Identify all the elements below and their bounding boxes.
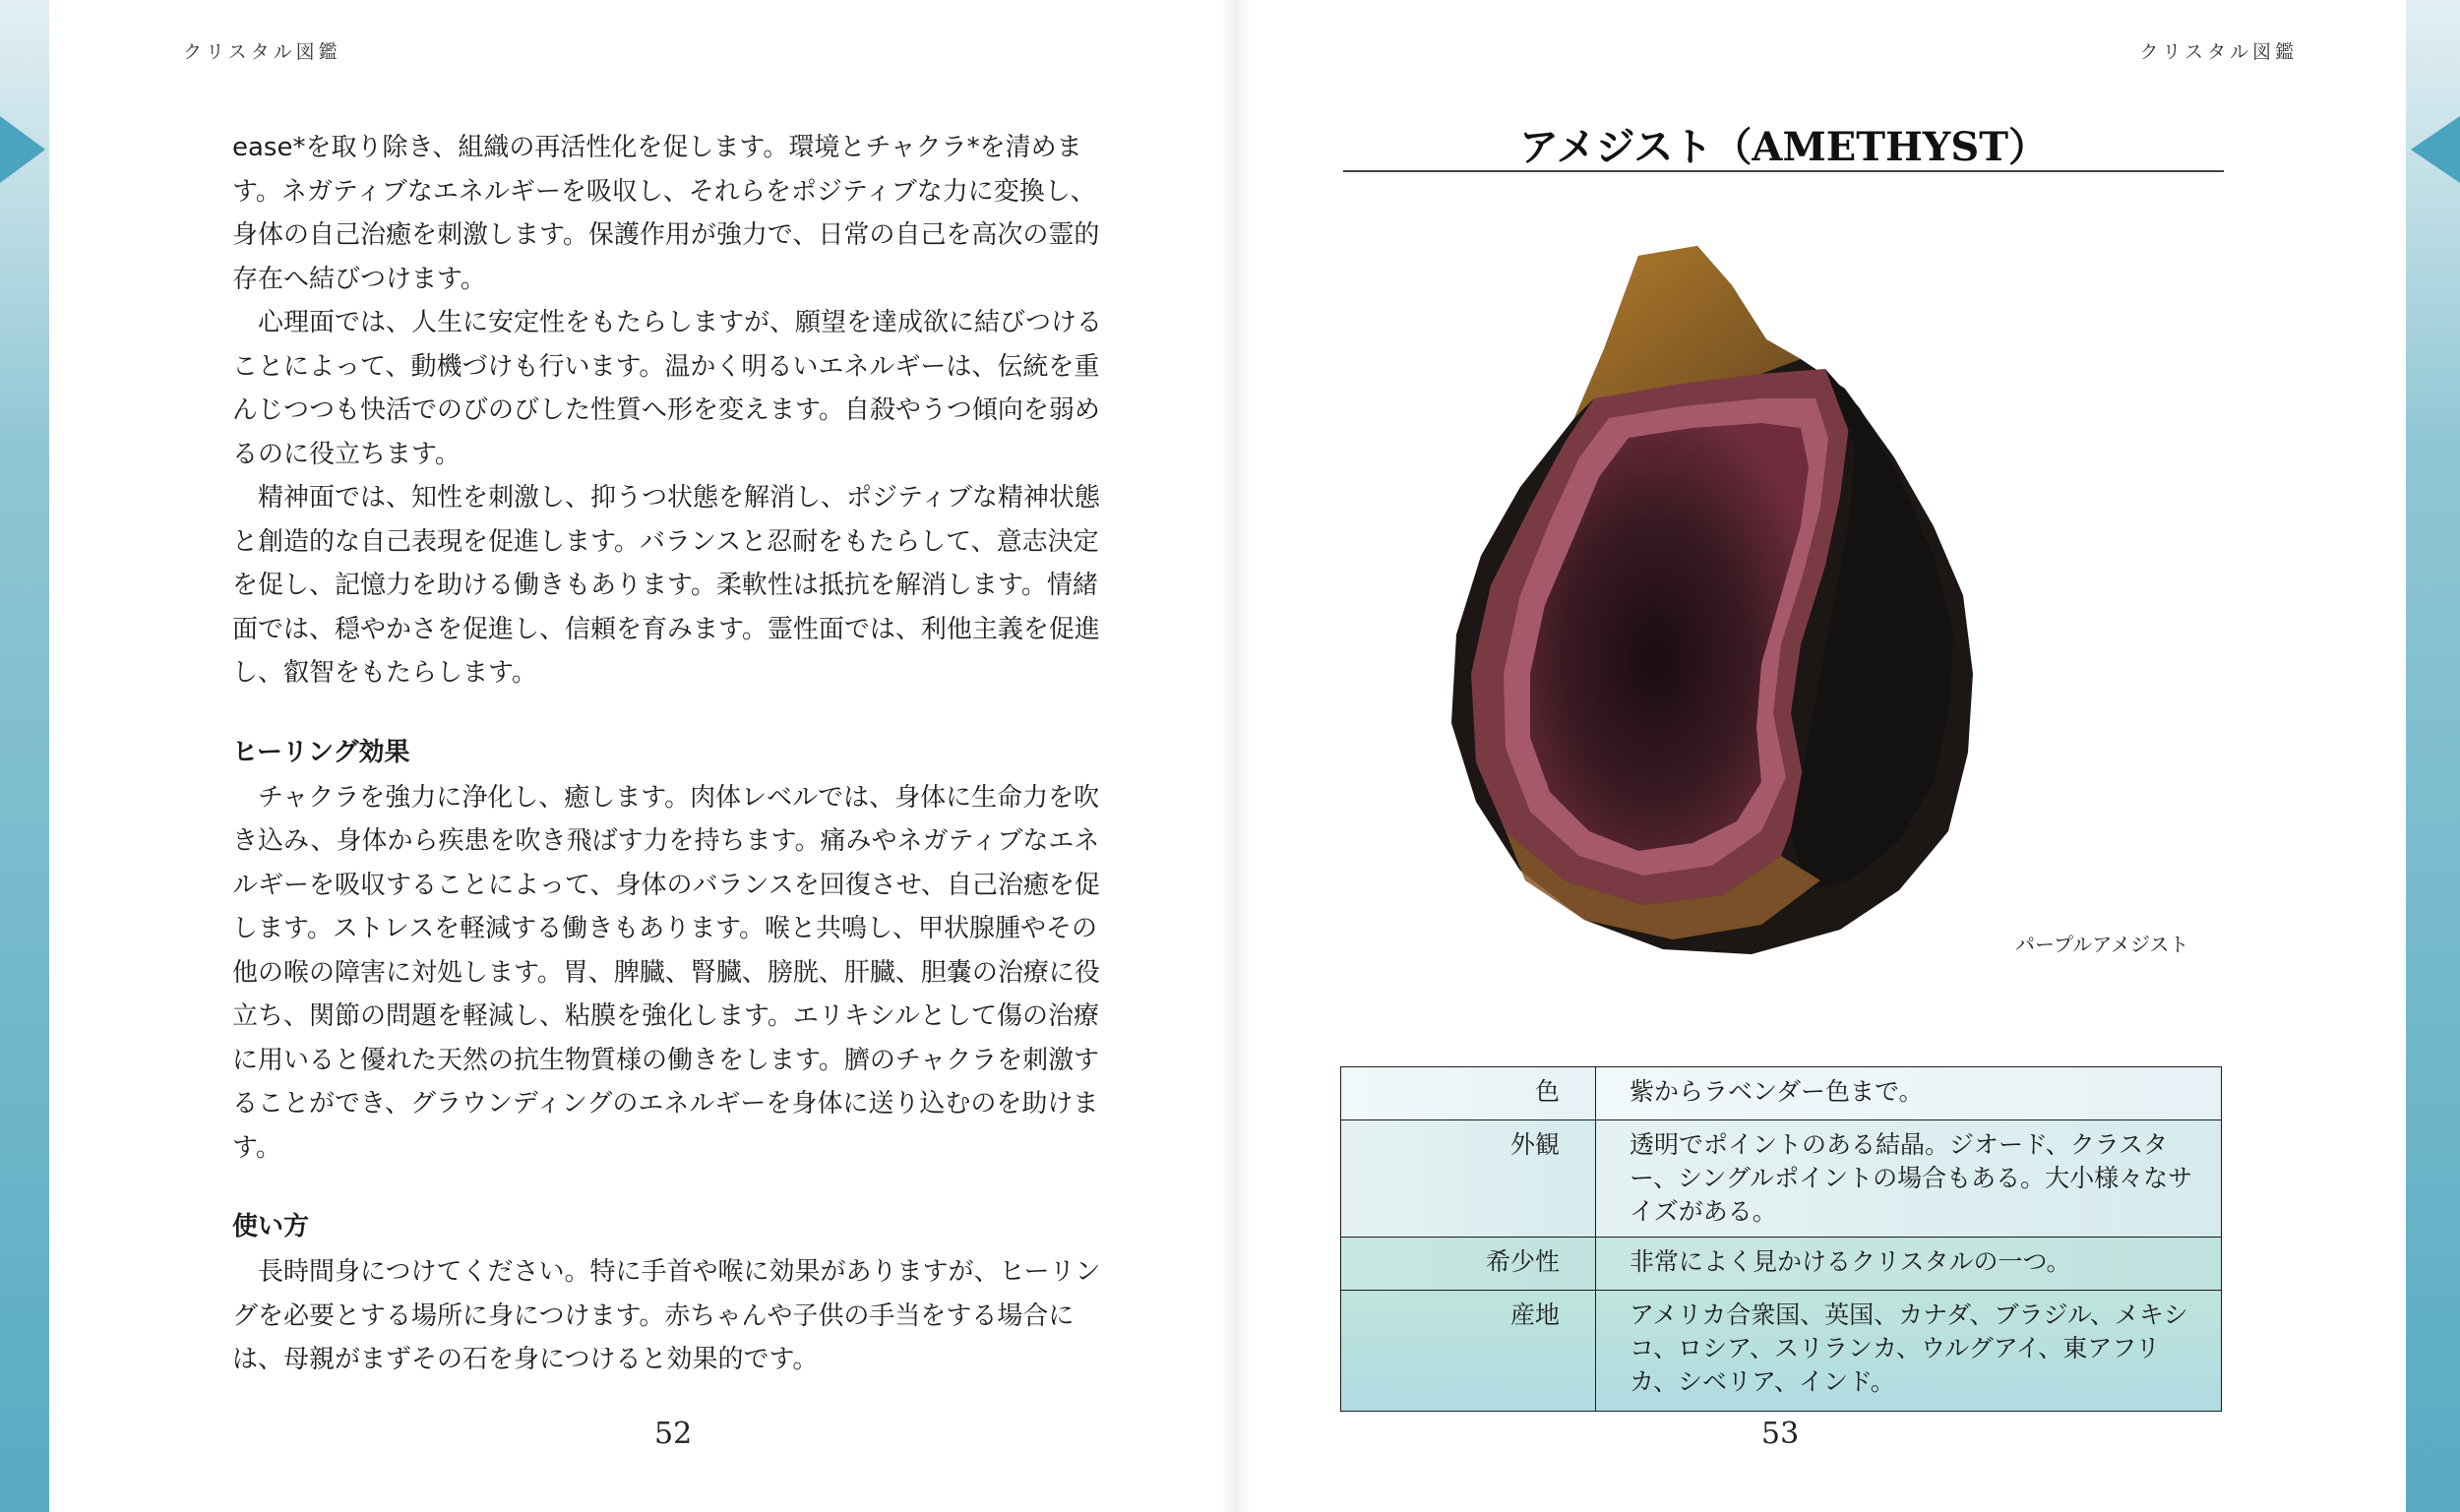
running-head-left: クリスタル図鑑 [183,41,341,63]
table-value: 紫からラベンダー色まで。 [1596,1067,2222,1120]
right-edge-triangle-icon [2411,116,2460,183]
heading-healing: ヒーリング効果 [232,737,410,767]
table-value: アメリカ合衆国、英国、カナダ、ブラジル、メキシコ、ロシア、スリランカ、ウルグアイ、東アフリカ、シベリア、インド。 [1596,1291,2222,1412]
table-row-appearance [1341,1120,2222,1238]
left-page-edge [0,0,49,1512]
running-head-right: クリスタル図鑑 [2139,41,2298,63]
paragraph-3: 精神面では、知性を刺激し、抑うつ状態を解消し、ポジティブな精神状態と創造的な自己表現を促進します。バランスと忍耐をもたらして、意志決定を促し、記憶力を助ける働きもあります。柔軟性は抵抗を解消します。情緒面では、穏やかさを促進し、信頼を育みます。霊性面では、利他主義を促進し、叡智をもたらします。 [232,483,1100,688]
amethyst-geode-image [1437,241,2076,989]
right-page-edge [2406,0,2460,1512]
table-value: 非常によく見かけるクリスタルの一つ。 [1596,1238,2222,1291]
table-value: 透明でポイントのある結晶。ジオード、クラスター、シングルポイントの場合もある。大小様々なサイズがある。 [1596,1120,2222,1238]
left-edge-triangle-icon [0,116,45,183]
paragraph-usage: 長時間身につけてください。特に手首や喉に効果がありますが、ヒーリングを必要とする場所に身につけます。赤ちゃんや子供の手当をする場合には、母親がまずその石を身につけると効果的です。 [232,1257,1101,1374]
table-label: 色 [1341,1067,1596,1120]
book-gutter [1220,0,1250,1512]
table-row-source [1341,1291,2222,1412]
page-number-left: 52 [654,1417,693,1451]
paragraph-healing: チャクラを強力に浄化し、癒します。肉体レベルでは、身体に生命力を吹き込み、身体から疾患を吹き飛ばす力を持ちます。痛みやネガティブなエネルギーを吸収することによって、身体のバランスを回復させ、自己治癒を促します。ストレスを軽減する働きもあります。喉と共鳴し、甲状腺腫やその他の喉の障害に対処します。胃、脾臓、腎臓、膀胱、肝臓、胆嚢の治療に役立ち、関節の問題を軽減し、粘膜を強化します。エリキシルとして傷の治療に用いると優れた天然の抗生物質様の働きをします。臍のチャクラを刺激することができ、グラウンディングのエネルギーを身体に送り込むのを助けます。 [232,782,1100,1163]
crystal-info-table [1340,1066,2222,1412]
table-label: 外観 [1341,1120,1596,1238]
page-title: アメジスト（AMETHYST） [1519,124,2048,170]
table-row-rarity [1341,1238,2222,1291]
title-divider [1343,170,2224,172]
left-page-body [232,126,1118,1382]
heading-usage: 使い方 [232,1212,310,1241]
table-label: 産地 [1341,1291,1596,1412]
table-row-color [1341,1067,2222,1120]
page-number-right: 53 [1761,1417,1800,1451]
image-caption: パープルアメジスト [2015,933,2189,956]
table-label: 希少性 [1341,1238,1596,1291]
paragraph-2: 心理面では、人生に安定性をもたらしますが、願望を達成欲に結びつけることによって、動機づけも行います。温かく明るいエネルギーは、伝統を重んじつつも快活でのびのびした性質へ形を変えます。自殺やうつ傾向を弱めるのに役立ちます。 [232,308,1103,469]
paragraph-1: ease*を取り除き、組織の再活性化を促します。環境とチャクラ*を清めます。ネガティブなエネルギーを吸収し、それらをポジティブな力に変換し、身体の自己治癒を刺激します。保護作用が強力で、日常の自己を高次の霊的存在へ結びつけます。 [232,133,1100,294]
